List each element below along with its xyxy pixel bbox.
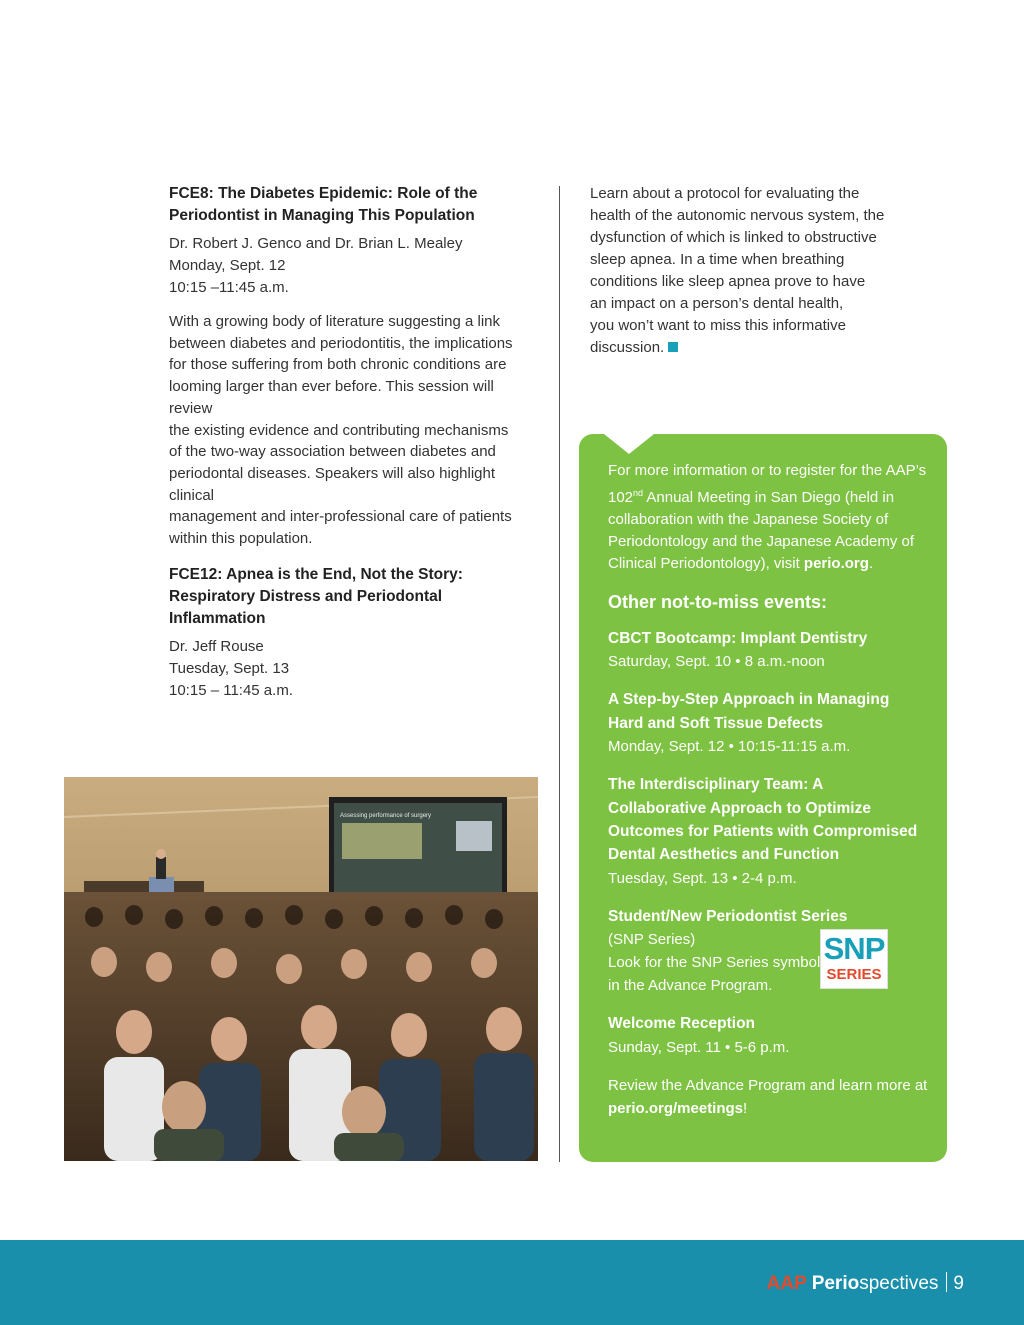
snp-series-logo: SNP SERIES xyxy=(820,929,888,989)
conference-photo xyxy=(64,777,538,1161)
sidebar-intro: For more information or to register for the AAP’s 102nd Annual Meeting in San Diego (held in collaboration with the Japanese Society of Periodontology and the Japanese Academy of Clinical Periodontology), visit perio.org. xyxy=(608,462,927,572)
sidebar-heading: Other not-to-miss events: xyxy=(608,592,828,612)
event-details: Monday, Sept. 12 • 10:15-11:15 a.m. xyxy=(608,738,851,756)
conference-audience-illustration xyxy=(64,777,538,1161)
session-fce8-speakers: Dr. Robert J. Genco and Dr. Brian L. Mealey xyxy=(169,235,463,252)
event-item xyxy=(608,905,938,997)
session-fce8-description: With a growing body of literature suggesting a link between diabetes and periodontitis, the implications for those suffering from both chronic conditions are looming larger than ever before. This session will review the existing evidence and contributing mechanisms of the two-way association between diabetes and periodontal diseases. Speakers will also highlight clinical management and inter-professional care of patients within this population. xyxy=(169,313,513,548)
perio-org-link[interactable]: perio.org xyxy=(803,555,869,572)
session-fce12-description: Learn about a protocol for evaluating the health of the autonomic nervous system, the dysfunction of which is linked to obstructive sleep apnea. In a time when breathing conditions like sleep apnea prove to have an impact on a person’s dental health, you won’t want to miss this informative discussion. xyxy=(590,185,885,356)
end-of-article-icon xyxy=(668,342,678,352)
event-details: Sunday, Sept. 11 • 5-6 p.m. xyxy=(608,1038,790,1056)
sidebar-footer: Review the Advance Program and learn more at perio.org/meetings! xyxy=(608,1076,928,1117)
session-fce12-time: 10:15 – 11:45 a.m. xyxy=(169,681,293,699)
event-details: Saturday, Sept. 10 • 8 a.m.-noon xyxy=(608,653,825,671)
brand-aap: AAP xyxy=(766,1273,812,1294)
session-fce12-meta xyxy=(169,636,539,702)
page-footer xyxy=(767,1272,964,1295)
slide-title: Assessing performance of surgery xyxy=(340,813,432,819)
event-title: Welcome Reception xyxy=(608,1015,756,1033)
event-item xyxy=(608,627,938,673)
event-details: (SNP Series) Look for the SNP Series symbol in the Advance Program. xyxy=(608,931,821,995)
footer-separator xyxy=(946,1272,947,1292)
brand-spectives: spectives xyxy=(859,1273,939,1294)
session-fce8-time: 10:15 –11:45 a.m. xyxy=(169,279,289,296)
column-divider xyxy=(559,186,560,1162)
right-column xyxy=(590,183,890,373)
brand-perio: Perio xyxy=(811,1273,860,1294)
session-fce8-date: Monday, Sept. 12 xyxy=(169,257,286,274)
session-fce12-speaker: Dr. Jeff Rouse xyxy=(169,637,264,655)
session-fce8-meta xyxy=(169,233,539,299)
session-fce12-title: FCE12: Apnea is the End, Not the Story: Respiratory Distress and Periodontal Inflammation xyxy=(169,565,463,627)
event-item xyxy=(608,773,938,890)
sidebar-notch xyxy=(604,434,654,454)
event-title: A Step-by-Step Approach in Managing Hard and Soft Tissue Defects xyxy=(608,691,890,732)
page-number: 9 xyxy=(953,1273,964,1294)
session-fce12-date: Tuesday, Sept. 13 xyxy=(169,659,290,677)
session-fce8-title: FCE8: The Diabetes Epidemic: Role of the Periodontist in Managing This Population xyxy=(169,185,478,224)
event-title: Student/New Periodontist Series xyxy=(608,907,848,925)
event-item xyxy=(608,1012,938,1058)
event-details: Tuesday, Sept. 13 • 2-4 p.m. xyxy=(608,869,797,887)
left-column xyxy=(169,183,539,714)
event-title: CBCT Bootcamp: Implant Dentistry xyxy=(608,630,868,647)
events-sidebar-content xyxy=(608,460,938,1120)
perio-meetings-link[interactable]: perio.org/meetings xyxy=(608,1099,744,1117)
event-title: The Interdisciplinary Team: A Collaborative Approach to Optimize Outcomes for Patients with Compromised Dental Aesthetics and Function xyxy=(608,776,918,864)
event-item xyxy=(608,688,938,758)
